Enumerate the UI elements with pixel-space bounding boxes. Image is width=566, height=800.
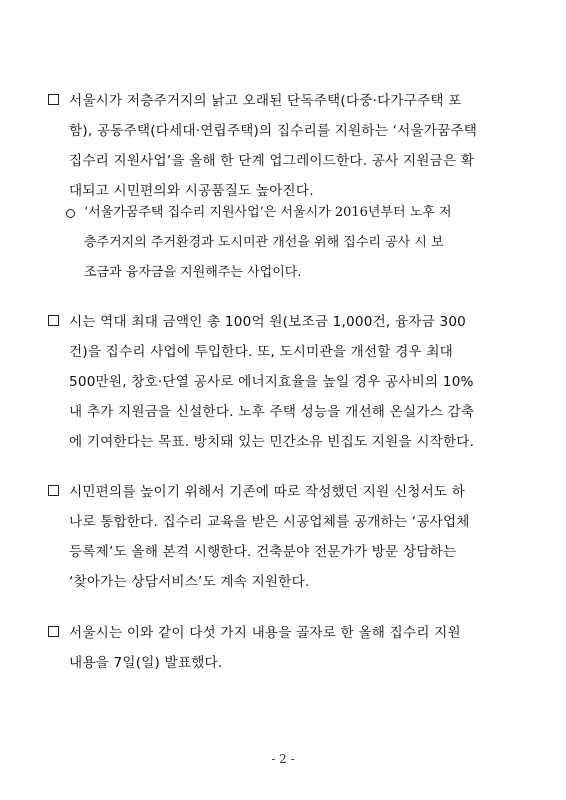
paragraph-2: [48, 307, 524, 457]
paragraph-line: 나로 통합한다. 집수리 교육을 받은 시공업체를 공개하는 ‘공사업체: [69, 514, 470, 530]
sub-note-line: 층주거지의 주거환경과 도시미관 개선을 위해 집수리 공사 시 보: [84, 235, 444, 250]
paragraph-3: [48, 477, 524, 597]
paragraph-line: 등록제’도 올해 본격 시행한다. 건축분야 전문가가 방문 상담하는: [69, 544, 457, 560]
page-number: - 2 -: [271, 752, 295, 766]
paragraph-line: ‘찾아가는 상담서비스’도 계속 지원한다.: [69, 574, 310, 590]
sub-note-line: ‘서울가꿈주택 집수리 지원사업’은 서울시가 2016년부터 노후 저: [84, 205, 452, 220]
paragraph-line: 내 추가 지원금을 신설한다. 노후 주택 성능을 개선해 온실가스 감축: [69, 404, 475, 420]
paragraph-line: 시민편의를 높이기 위해서 기존에 따로 작성했던 지원 신청서도 하: [69, 484, 466, 500]
sub-note-line: 조금과 융자금을 지원해주는 사업이다.: [84, 265, 302, 280]
paragraph-line: 에 기여한다는 목표. 방치돼 있는 민간소유 빈집도 지원을 시작한다.: [69, 434, 475, 450]
paragraph-line: 내용을 7일(일) 발표했다.: [69, 655, 223, 671]
paragraph-line: 집수리 지원사업’을 올해 한 단계 업그레이드한다. 공사 지원금은 확: [69, 153, 475, 169]
paragraph-line: 서울시는 이와 같이 다섯 가지 내용을 골자로 한 올해 집수리 지원: [69, 625, 461, 641]
paragraph-line: 서울시가 저층주거지의 낡고 오래된 단독주택(다중·다가구주택 포: [69, 93, 462, 109]
paragraph-line: 건)을 집수리 사업에 투입한다. 또, 도시미관을 개선할 경우 최대: [69, 344, 454, 360]
paragraph-line: 함), 공동주택(다세대·연립주택)의 집수리를 지원하는 ‘서울가꿈주택: [69, 123, 478, 139]
sub-note: [64, 198, 524, 288]
paragraph-line: 500만원, 창호·단열 공사로 에너지효율을 높일 경우 공사비의 10%: [69, 374, 474, 390]
paragraph-line: 시는 역대 최대 금액인 총 100억 원(보조금 1,000건, 융자금 300: [69, 314, 467, 330]
paragraph-4: [48, 618, 524, 678]
paragraph-1: [48, 86, 524, 206]
paragraph-line: 대되고 시민편의와 시공품질도 높아진다.: [69, 183, 314, 199]
